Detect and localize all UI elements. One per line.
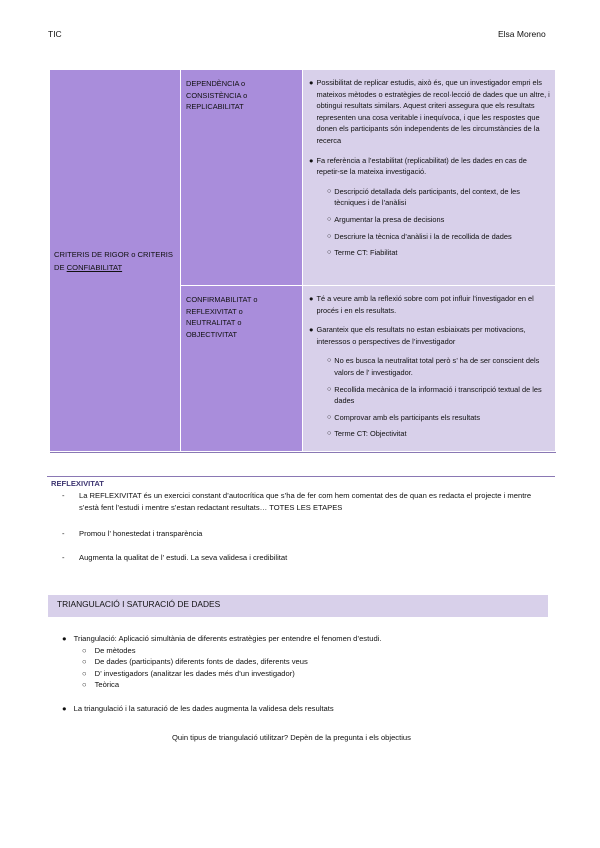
dash-bullet-icon: -: [62, 491, 65, 500]
confirmability-label-line: OBJECTIVITAT: [186, 329, 238, 339]
header-author: Elsa Moreno: [498, 29, 546, 39]
bullet-item: [309, 293, 550, 316]
bullet-item: [309, 155, 550, 178]
dependency-label-line: CONSISTÈNCIA o: [186, 90, 248, 100]
bullet-text: La triangulació i la saturació de les dades augmenta la validesa dels resultats: [73, 703, 334, 713]
confirmability-description-cell: [303, 286, 556, 452]
confirmability-label-cell: [181, 286, 303, 452]
sub-bullet-text: Comprovar amb els participants els resultats: [334, 412, 481, 422]
sub-bullet-item: [82, 656, 552, 668]
bullet-text: Possibilitat de replicar estudis, això és, que un investigador empri els mateixos mètodes o estratègies de recol·lecció de dades que un altre, i obtingui resultats similars. Aquest criteri assegura que els resultats representen una cosa veritable i inequívoca, i que les respostes que donen els participants són independents de les circumstàncies de la recerca: [316, 78, 550, 145]
bullet-text: Garanteix que els resultats no estan esbiaixats per motivacions, interessos o perspectives de l’investigador: [316, 325, 526, 346]
circle-bullet-icon: ○: [327, 430, 332, 438]
dependency-description-cell: [303, 70, 556, 286]
dash-bullet-icon: -: [62, 529, 65, 538]
circle-bullet-icon: ○: [82, 645, 87, 655]
circle-bullet-icon: ○: [327, 385, 332, 393]
confirmability-label-line: CONFIRMABILITAT o: [186, 295, 258, 304]
bullet-icon: ●: [62, 703, 67, 713]
criteria-title-prefix: CRITERIS DE RIGOR o CRITERIS DE: [54, 249, 173, 272]
sub-bullet-item: [82, 668, 552, 680]
sub-bullet-text: Recollida mecànica de la informació i transcripció textual de les dades: [334, 384, 542, 406]
reflexivitat-item: [62, 528, 552, 540]
circle-bullet-icon: ○: [327, 232, 332, 240]
criteria-table: [50, 70, 556, 453]
confirmability-label-line: NEUTRALITAT o: [186, 318, 242, 327]
bullet-icon: ●: [309, 294, 314, 303]
bullet-text: Triangulació: Aplicació simultània de diferents estratègies per entendre el fenomen d’estudi.: [73, 634, 382, 643]
sub-bullet-item: [327, 231, 550, 243]
sub-bullet-item: [327, 412, 550, 424]
sub-bullet-text: Descriure la tècnica d’anàlisi i la de recollida de dades: [334, 231, 512, 241]
sub-bullet-text: De mètodes: [94, 645, 136, 655]
circle-bullet-icon: ○: [327, 215, 332, 223]
sub-bullet-text: D’ investigadors (analitzar les dades més d’un investigador): [94, 668, 295, 678]
circle-bullet-icon: ○: [82, 657, 87, 666]
bullet-icon: ●: [309, 78, 314, 87]
circle-bullet-icon: ○: [82, 668, 87, 678]
sub-bullet-item: [327, 355, 550, 378]
criteria-cell: [50, 70, 181, 452]
sub-bullet-text: Terme CT: Objectivitat: [334, 429, 407, 439]
reflexivitat-text: La REFLEXIVITAT és un exercici constant d’autocrítica que s’ha de fer com hem comentat des de quan es redacta el projecte i mentre s’està fent l’estudi i mentre s’estan redactant resultats… TOTES LES ETAPES: [79, 491, 532, 512]
circle-bullet-icon: ○: [327, 249, 332, 257]
bullet-text: Té a veure amb la reflexió sobre com pot influir l’investigador en el procés i en els resultats.: [316, 294, 534, 315]
bullet-item: [309, 77, 550, 147]
section-divider: [47, 476, 555, 477]
circle-bullet-icon: ○: [327, 357, 332, 365]
sub-bullet-text: De dades (participants) diferents fonts de dades, diferents veus: [94, 657, 308, 666]
bullet-item: [62, 633, 552, 645]
sub-bullet-text: Descripció detallada dels participants, del context, de les tècniques i de l’anàlisi: [334, 186, 520, 208]
sub-bullet-text: Terme CT: Fiabilitat: [334, 248, 398, 258]
sub-bullet-item: [82, 645, 552, 657]
reflexivitat-text: Promou l’ honestedat i transparència: [79, 529, 203, 538]
sub-bullet-text: Argumentar la presa de decisions: [334, 214, 445, 224]
sub-bullet-item: [327, 214, 550, 226]
sub-bullet-item: [327, 384, 550, 407]
header-subject: TIC: [48, 29, 62, 39]
reflexivitat-text: Augmenta la qualitat de l’ estudi. La seva validesa i credibilitat: [79, 553, 288, 562]
bullet-icon: ●: [309, 325, 314, 335]
bullet-icon: ●: [62, 634, 67, 643]
dependency-label-cell: [181, 70, 303, 286]
sub-bullet-item: [327, 247, 550, 259]
triangulacio-heading: TRIANGULACIÓ I SATURACIÓ DE DADES: [48, 595, 548, 617]
circle-bullet-icon: ○: [327, 187, 332, 195]
sub-bullet-text: No es busca la neutralitat total però s’ ha de ser conscient dels valors de l’ investigador.: [334, 356, 540, 377]
circle-bullet-icon: ○: [327, 413, 332, 421]
sub-bullet-item: [82, 679, 552, 691]
dependency-label-line: REPLICABILITAT: [186, 102, 244, 111]
bullet-item: [62, 703, 552, 715]
criteria-title: [54, 248, 174, 274]
bullet-icon: ●: [309, 155, 314, 165]
reflexivitat-heading: REFLEXIVITAT: [51, 479, 104, 488]
reflexivitat-item: [62, 552, 552, 564]
bullet-text: Fa referència a l’estabilitat (replicabilitat) de les dades en cas de repetir-se la mateixa investigació.: [316, 155, 527, 177]
confirmability-label-line: REFLEXIVITAT o: [186, 306, 243, 316]
sub-bullet-item: [327, 186, 550, 209]
dependency-label-line: DEPENDÈNCIA o: [186, 79, 246, 88]
criteria-title-underlined: CONFIABILITAT: [66, 262, 123, 272]
triangulacio-list: [62, 633, 552, 714]
sub-bullet-item: [327, 428, 550, 440]
dash-bullet-icon: -: [62, 553, 65, 562]
reflexivitat-item: [62, 490, 552, 513]
sub-bullet-text: Teòrica: [94, 680, 120, 689]
closing-question: Quin tipus de triangulació utilitzar? Depèn de la pregunta i els objectius: [172, 733, 411, 742]
circle-bullet-icon: ○: [82, 680, 87, 689]
bullet-item: [309, 324, 550, 347]
